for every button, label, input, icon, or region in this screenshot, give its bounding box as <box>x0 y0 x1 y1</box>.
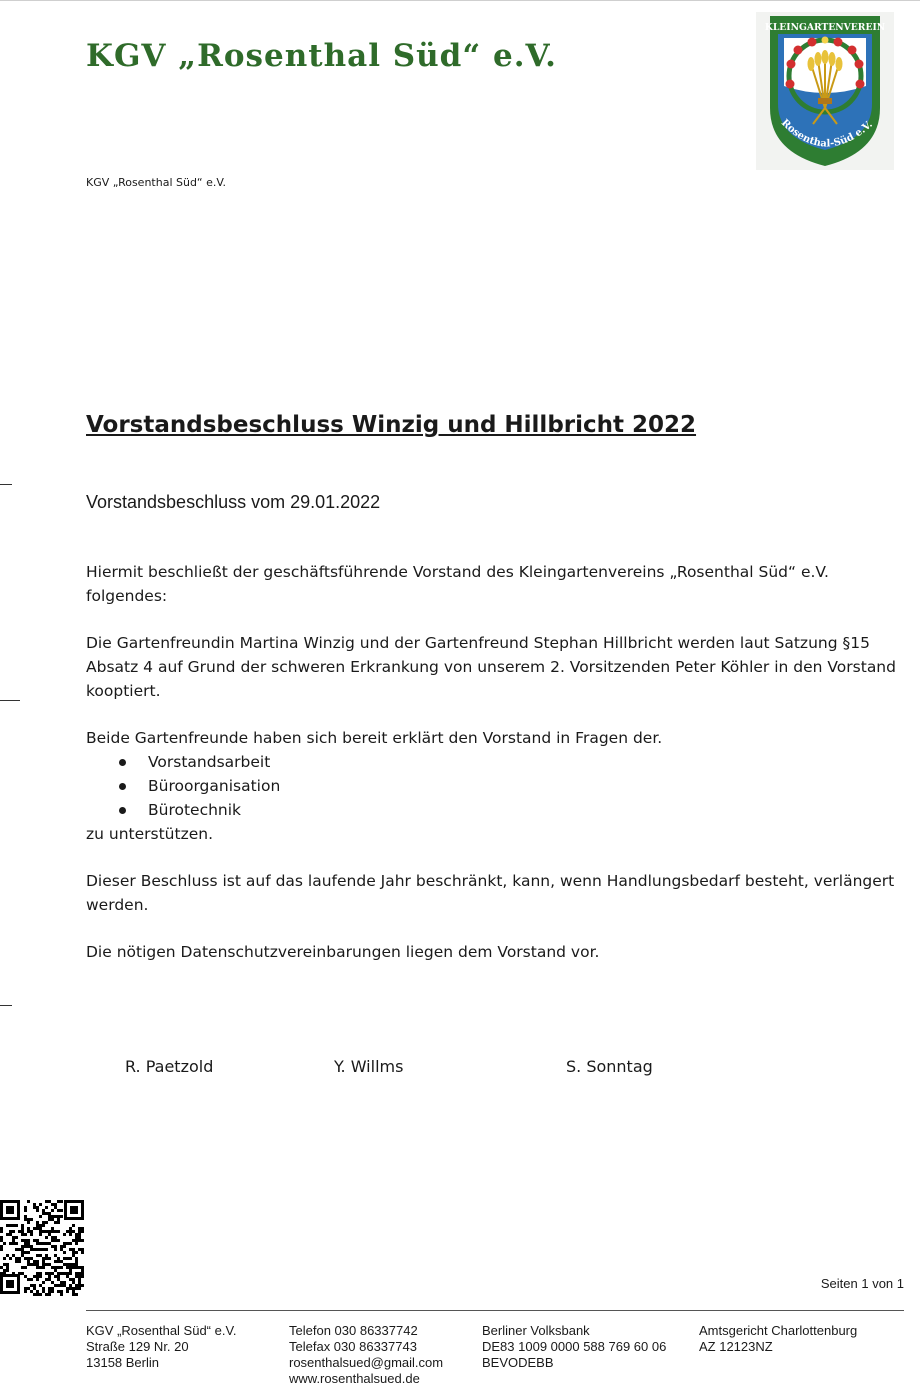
footer-line: KGV „Rosenthal Süd“ e.V. <box>86 1323 237 1338</box>
intro-paragraph: Hiermit beschließt der geschäftsführende Vorstand des Kleingartenvereins „Rosenthal Süd“ e.V. folgendes: <box>86 563 829 605</box>
sender-line: KGV „Rosenthal Süd“ e.V. <box>86 176 226 189</box>
support-paragraph: Beide Gartenfreunde haben sich bereit erklärt den Vorstand in Fragen der. <box>86 729 663 747</box>
footer-line: Amtsgericht Charlottenburg <box>699 1323 858 1338</box>
signature-name: R. Paetzold <box>125 1057 214 1076</box>
duration-paragraph: Dieser Beschluss ist auf das laufende Jahr beschränkt, kann, wenn Handlungsbedarf besteht, verlängert werden. <box>86 872 895 914</box>
footer-line: Straße 129 Nr. 20 <box>86 1339 189 1354</box>
qr-code <box>0 1198 86 1296</box>
logo-top-text: KLEINGARTENVEREIN <box>764 22 886 33</box>
footer-line: AZ 12123NZ <box>699 1339 773 1354</box>
top-border-line <box>0 0 920 1</box>
document-title: Vorstandsbeschluss Winzig und Hillbricht 2022 <box>86 412 697 438</box>
support-paragraph-end: zu unterstützen. <box>86 825 213 843</box>
footer-address <box>86 1323 237 1371</box>
footer-line: DE83 1009 0000 588 769 60 06 <box>482 1339 667 1354</box>
logo-bottom-text: Rosenthal-Süd e.V. <box>778 117 875 150</box>
signature-name: S. Sonntag <box>566 1057 653 1076</box>
footer-contact <box>289 1323 443 1387</box>
footer-email: rosenthalsued@gmail.com <box>289 1355 444 1370</box>
signature-name: Y. Willms <box>334 1057 404 1076</box>
resolution-date-line: Vorstandsbeschluss vom 29.01.2022 <box>86 492 381 512</box>
privacy-paragraph: Die nötigen Datenschutzvereinbarungen liegen dem Vorstand vor. <box>86 943 600 961</box>
cooptation-paragraph: Die Gartenfreundin Martina Winzig und der Gartenfreund Stephan Hillbricht werden laut Satzung §15 Absatz 4 auf Grund der schweren Erkrankung von unserem 2. Vorsitzenden Peter Köhler in den Vorstand kooptiert. <box>86 634 896 700</box>
footer-line: Berliner Volksbank <box>482 1323 590 1338</box>
document-body <box>86 560 912 964</box>
footer-court <box>699 1323 857 1355</box>
organization-title: KGV „Rosenthal Süd“ e.V. <box>86 38 557 74</box>
footer-line: Telefax 030 86337743 <box>289 1339 417 1354</box>
punch-mark <box>0 700 20 701</box>
list-item: Vorstandsarbeit <box>148 750 912 774</box>
list-item: Büroorganisation <box>148 774 912 798</box>
footer-line: Telefon 030 86337742 <box>289 1323 418 1338</box>
list-item: Bürotechnik <box>148 798 912 822</box>
footer-line: 13158 Berlin <box>86 1355 159 1370</box>
fold-mark <box>0 484 12 485</box>
footer-website: www.rosenthalsued.de <box>289 1371 420 1386</box>
footer-divider <box>86 1310 904 1311</box>
support-areas-list <box>86 750 912 822</box>
footer-bank <box>482 1323 666 1371</box>
fold-mark <box>0 1005 12 1006</box>
page-count: Seiten 1 von 1 <box>820 1276 904 1291</box>
footer-line: BEVODEBB <box>482 1355 554 1370</box>
club-logo <box>756 12 894 170</box>
